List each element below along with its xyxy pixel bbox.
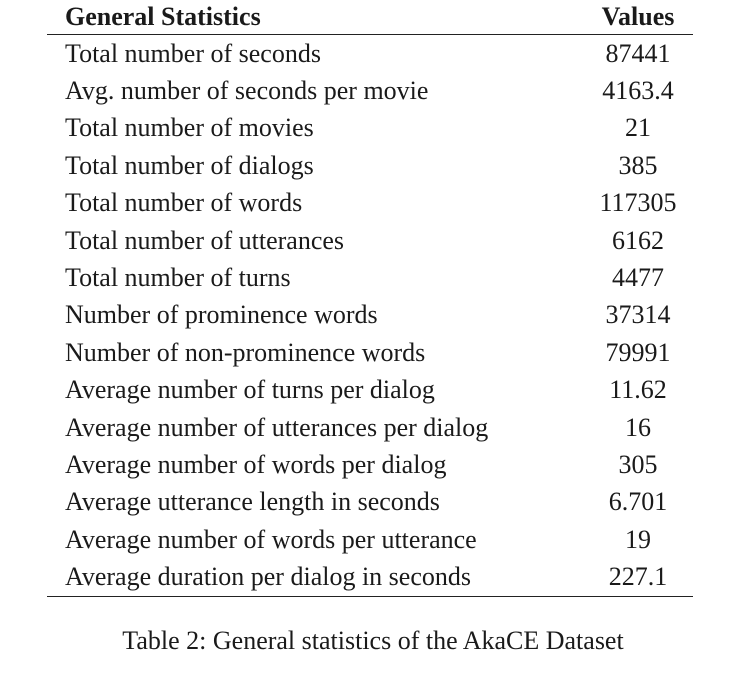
table-row [47, 222, 693, 259]
statistic-label: Total number of utterances [65, 225, 345, 255]
statistic-value: 21 [625, 113, 651, 143]
table-header [47, 0, 693, 35]
statistic-value: 4163.4 [602, 76, 674, 106]
table-row [47, 372, 693, 409]
table-row [47, 72, 693, 109]
statistic-label: Average duration per dialog in seconds [47, 558, 583, 596]
statistic-label: Total number of turns [65, 263, 291, 293]
statistic-value: 16 [625, 412, 651, 442]
statistic-value: 19 [625, 524, 651, 554]
statistic-value: 305 [618, 449, 658, 479]
statistic-label: Total number of movies [65, 113, 314, 143]
statistic-label: Average number of turns per dialog [65, 375, 435, 405]
table-row [47, 446, 693, 483]
table-row [47, 558, 693, 596]
table-row [47, 259, 693, 296]
table-body [47, 35, 693, 597]
statistic-value: 6.701 [608, 487, 668, 517]
statistic-label: Number of prominence words [65, 300, 378, 330]
table-row [47, 185, 693, 222]
statistic-label: Total number of words [65, 188, 303, 218]
statistic-label: Number of non-prominence words [65, 337, 426, 367]
statistic-value: 117305 [599, 188, 677, 218]
header-row [47, 0, 693, 35]
table-caption: Table 2: General statistics of the AkaCE Dataset [122, 626, 624, 655]
table-row [47, 297, 693, 334]
statistic-label: Total number of seconds [65, 38, 321, 68]
statistic-label: Avg. number of seconds per movie [65, 76, 429, 106]
statistic-value: 11.62 [609, 375, 667, 405]
header-values: Values [583, 0, 693, 35]
statistic-label: Average number of words per dialog [65, 449, 447, 479]
statistic-value: 227.1 [583, 558, 693, 596]
statistic-value: 385 [618, 150, 658, 180]
table-row [47, 521, 693, 558]
statistic-value: 37314 [605, 300, 671, 330]
statistic-value: 79991 [605, 337, 671, 367]
table-row [47, 334, 693, 371]
statistic-value: 87441 [605, 38, 671, 68]
table-row [47, 35, 693, 73]
statistics-table [47, 0, 693, 597]
statistic-label: Average utterance length in seconds [65, 487, 440, 517]
statistic-label: Average number of words per utterance [65, 524, 477, 554]
table-row [47, 110, 693, 147]
table-row [47, 147, 693, 184]
statistic-value: 4477 [612, 263, 664, 293]
statistics-table-container [47, 0, 693, 597]
statistic-label: Total number of dialogs [65, 150, 314, 180]
statistic-label: Average number of utterances per dialog [65, 412, 489, 442]
table-row [47, 484, 693, 521]
table-row [47, 409, 693, 446]
header-general-statistics: General Statistics [47, 0, 583, 35]
statistic-value: 6162 [612, 225, 664, 255]
